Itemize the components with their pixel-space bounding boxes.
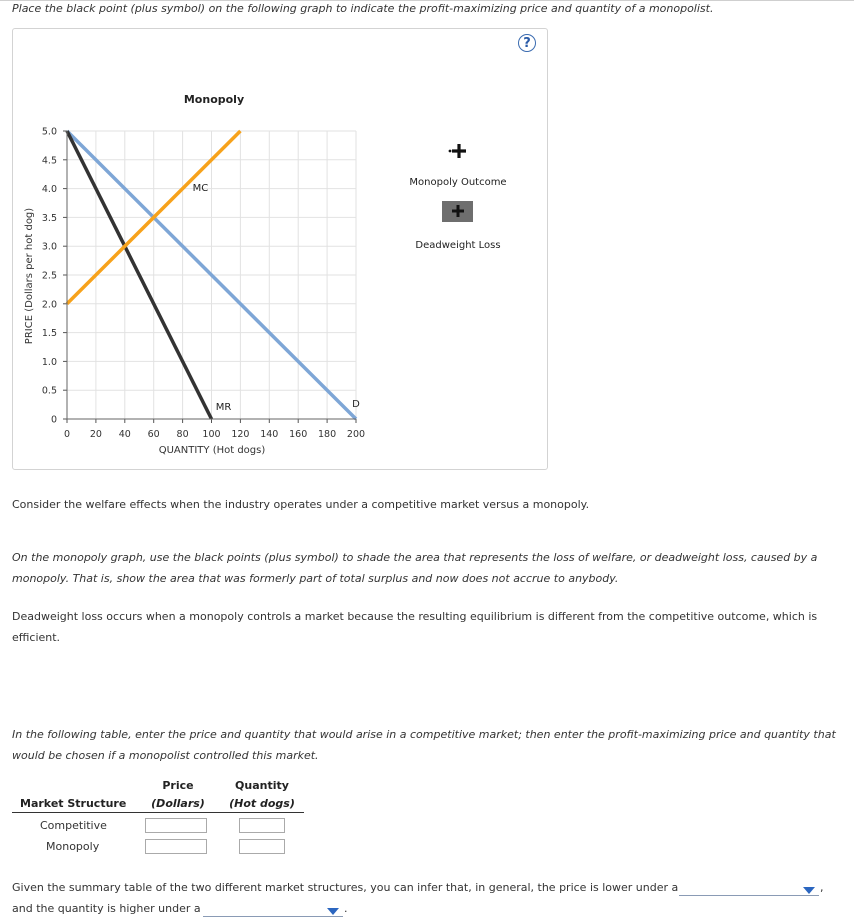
y-tick-label: 2.0 [41,299,57,311]
tool-deadweight-loss-label: Deadweight Loss [415,240,501,251]
competitive-price-input[interactable] [145,818,207,833]
x-tick-label: 60 [147,429,160,440]
price-unit: (Dollars) [151,797,205,810]
consider-text: Consider the welfare effects when the industry operates under a competitive market versus a monopoly. [12,498,590,511]
quantity-header: Quantity [235,779,289,792]
y-axis-label: PRICE (Dollars per hot dog) [24,207,35,345]
y-tick-label: 4.0 [41,184,57,196]
y-tick-label: 1.5 [41,328,57,340]
dot-icon [449,150,452,153]
x-axis-label: QUANTITY (Hot dogs) [158,445,266,456]
header-rule [12,812,304,813]
deadweight-explanation: Deadweight loss occurs when a monopoly controls a market because the resulting equilibrium is different from the competitive outcome, which is efficient. [12,610,818,644]
series-mr-label: MR [215,402,232,413]
summary-period: . [344,902,348,915]
x-tick-label: 40 [118,429,131,440]
summary-comma: , [820,881,824,894]
series-mc-label: MC [192,183,209,194]
tool-monopoly-outcome[interactable] [449,143,467,161]
row-label-monopoly: Monopoly [46,840,100,853]
y-tick-label: 3.0 [41,241,57,253]
shade-instructions: On the monopoly graph, use the black points (plus symbol) to shade the area that represents the loss of welfare, or deadweight loss, caused by a monopoly. That is, show the area that was formerly part of total surplus and now does not accrue to anybody. [12,551,818,585]
y-tick-label: 3.5 [41,212,57,224]
y-tick-label: 5.0 [41,126,57,138]
x-tick-label: 160 [289,429,308,440]
price-lower-dropdown[interactable] [679,882,819,896]
summary-text-1: Given the summary table of the two different market structures, you can infer that, in general, the price is lower under a [12,881,679,894]
x-tick-label: 180 [318,429,337,440]
x-tick-label: 200 [346,429,366,440]
instruction-place-point: Place the black point (plus symbol) on the following graph to indicate the profit-maximizing price and quantity of a monopolist. [12,2,714,15]
y-tick-label: 0 [50,414,57,426]
x-tick-label: 0 [63,429,71,440]
monopoly-price-input[interactable] [145,839,207,854]
chart-title: Monopoly [183,93,245,106]
chevron-down-icon [803,887,815,894]
tool-monopoly-outcome-label: Monopoly Outcome [409,177,507,188]
x-tick-label: 20 [89,429,102,440]
market-structure-header: Market Structure [20,797,127,810]
x-tick-label: 120 [231,429,250,440]
competitive-quantity-input[interactable] [239,818,285,833]
summary-text-2: and the quantity is higher under a [12,902,201,915]
row-label-competitive: Competitive [40,819,107,832]
tool-deadweight-loss[interactable] [442,201,473,222]
chart-ticks [42,127,365,441]
y-tick-label: 1.0 [41,356,57,368]
table-instructions: In the following table, enter the price and quantity that would arise in a competitive market; then enter the profit-maximizing price and quantity that would be chosen if a monopolist controlled this market. [12,728,836,762]
quantity-unit: (Hot dogs) [229,797,295,810]
market-structure-table [12,776,312,866]
x-tick-label: 100 [202,429,221,440]
help-icon[interactable]: ? [518,34,536,52]
y-tick-label: 2.5 [41,270,57,282]
x-tick-label: 140 [260,429,279,440]
quantity-higher-dropdown[interactable] [203,903,343,917]
chevron-down-icon [327,908,339,915]
x-tick-label: 80 [176,429,189,440]
y-tick-label: 0.5 [41,385,57,397]
series-d-label: D [352,399,360,410]
y-tick-label: 4.5 [41,155,57,167]
monopoly-quantity-input[interactable] [239,839,285,854]
price-header: Price [162,779,194,792]
